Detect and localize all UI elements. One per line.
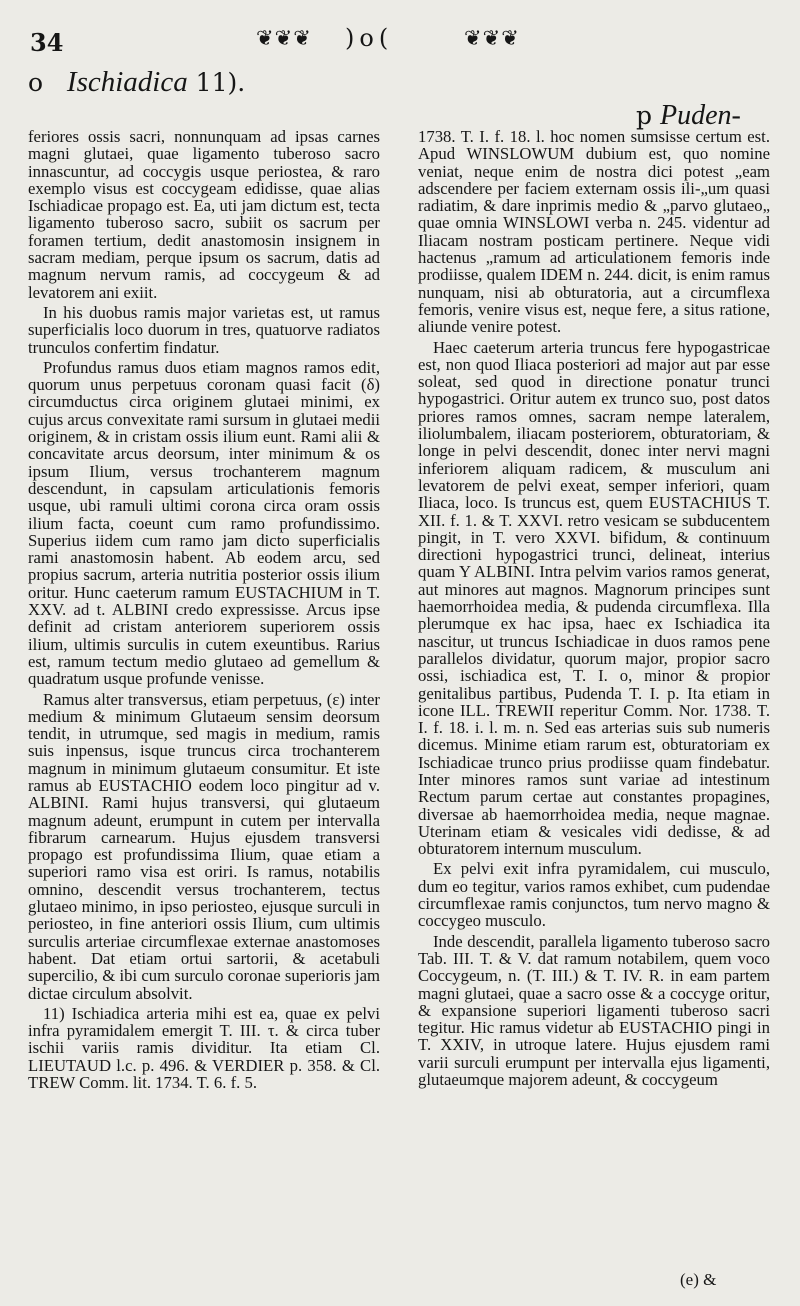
paragraph: Ramus alter transversus, etiam perpetuus, (ε) inter medium & minimum Glutaeum sensim deorsum tendit, in utrumque, sed magis in medium, ramis suis inpensus, isque truncus circa trochanterem magnum in minimum glutaeum consumitur. Et iste ramus ab EUSTACHIO eodem loco pingitur ad v. ALBINI. Rami hujus transversi, qui glutaeum magnum adeunt, erumpunt in cutem per intervalla fibrarum carnearum. Hujus ejusdem transversi propago est profundissima Ilium, quae etiam a superiori ramo visa est oriri. Is ramus, notabilis omnino, descendit versus trochanterem, tectus glutaeo minimo, in ipso periosteo, ejusque surculi in periosteo, in fine anteriori ossis Ilium, cum ultimis surculis arteriae circumflexae externae anastomoses habent. Dat etiam ortui sartorii, & acetabuli supercilio, & ibi cum surculo coronae superioris jam dictae circulum absolvit. (28, 689, 380, 1003)
paragraph: Profundus ramus duos etiam magnos ramos edit, quorum unus perpetuus coronam quasi facit (δ) circumductus circa originem glutaei minimi, ex cujus arcus convexitate rami sursum in glutaei medii originem, & in cristam ossis ilium eunt. Rami alii & concavitate arcus deorsum, inter minimum & os ipsum Ilium, versus trochanterem magnum descendunt, in capsulam articulationis femoris usque, ubi ramuli ultimi corona circa oram ossis ilium facta, coeunt cum ramo profundissimo. Superius iidem cum ramo jam dicto superficialis rami anastomosin habent. Ab eodem arcu, sed propius sacrum, arteria nutritia posterior ossis ilium oritur. Hunc caeterum ramum EUSTACHIUM in T. XXV. ad t. ALBINI credo expressisse. Arcus ipse definit ad cristam anteriorem superiorem ossis ilium, ultimis surculis in cutem exeuntibus. Rarius est, ramum tectum medio glutaeo ad gemellum & quadratum usque profunde venisse. (28, 357, 380, 689)
paragraph: Ex pelvi exit infra pyramidalem, cui musculo, dum eo tegitur, varios ramos exhibet, cum pudendae circumflexae ramis conjunctos, tum nervo magno & coccygeo musculo. (418, 859, 770, 931)
page-number: 34 (30, 28, 64, 57)
paragraph: Inde descendit, parallela ligamento tuberoso sacro Tab. III. T. & V. dat ramum notabilem, quem voco Coccygeum, n. (T. III.) & T. IV. R. in eam partem magni glutaei, quae a sacro osse & a coccyge oritur, & expansione superiori ligamenti tuberoso sacri tegitur. Hic ramus videtur ab EUSTACHIO pingi in T. XXIV, in utroque latere. Hujus ejusdem rami varii surculi erumpunt per intervalla ejus ligamenti, glutaeumque majorem adeunt, & coccygeum (418, 931, 770, 1090)
header-separator: )o( (345, 24, 394, 52)
header-ornament-right: ❦❦❦ (464, 26, 520, 50)
section-heading-left (28, 66, 245, 99)
catchword: (e) & (680, 1270, 717, 1289)
section-right-title: Puden- (659, 100, 741, 131)
left-column (28, 128, 380, 1091)
right-column (418, 128, 770, 1088)
section-right-prefix: p (636, 101, 653, 130)
paragraph: In his duobus ramis major varietas est, ut ramus superficialis loco duorum in tres, quatuorve radiatos trunculos confertim findatur. (28, 302, 380, 357)
header-ornament-left: ❦❦❦ (256, 26, 312, 50)
paragraph: 1738. T. I. f. 18. l. hoc nomen sumsisse certum est. Apud WINSLOWUM dubium est, quo nomine veniat, neque enim de nostra dici potest „eam adscendere per faciem externam ossis ili-„um quasi radiatim, & dare inprimis medio & „parvo glutaeo„ quae omnia WINSLOWI verba n. 245. videntur ad Iliacam nostram posticam pertinere. Neque vidi hactenus „ramum ad articulationem femoris inde prodiisse, qualem IDEM n. 244. dicit, is enim ramus nunquam, nisi ab obturatoria, aut a circumflexa femoris, venire visus est, neque fere, a situs ratione, aliunde venire potest. (418, 127, 770, 337)
paragraph: Haec caeterum arteria truncus fere hypogastricae est, non quod Iliaca posteriori ad major aut par esse soleat, sed quod in directione ponatur trunci hypogastrici. Oritur autem ex trunco suo, post datos priores ramos omnes, sacram nempe lateralem, iliolumbalem, iliacam posteriorem, obturatoriam, & longe in pelvi descendit, donec inter nervi magni inferiorem aliquam radicem, & musculum ani levatorem de pelvi exeat, semper inferiori, quam Iliaca, loco. Is truncus est, quem EUSTACHIUS T. XII. f. 1. & T. XXVI. retro vesicam se subducentem pingit, in T. vero XXVI. bifidum, & continuum directioni hypogastrici trunci, delineat, interius quam Y ALBINI. Intra pelvim varios ramos generat, aut minores aut magnos. Magnorum principes sunt haemorrhoidea media, & pudenda circumflexa. Illa plerumque ex hac ipsa, haec ex Ischiadica ita nascitur, ut truncus Ischiadicae in duos ramos pene parallelos dividatur, quorum major, propior sacro ossi, ischiadica est, T. I. o, minor & propior genitalibus partibus, Pudenda T. I. p. Ita etiam in icone ILL. TREWII reperitur Comm. Nor. 1738. T. I. f. 18. i. l. m. n. Sed eas arterias suis sub numeris dicemus. Minime etiam rarum est, obturatoriam ex Ischiadicae trunco prius prodiisse quam findebatur. Inter minores ramos sunt variae ad intestinum Rectum parum certae aut constantes propagines, diversae ab haemorrhoidea media, neque magnae. Uterinam etiam & vesicales vidi dedisse, & ad obturatorem internum musculum. (418, 337, 770, 859)
paragraph: feriores ossis sacri, nonnunquam ad ipsas carnes magni glutaei, quae ligamento tuberoso sacro innascuntur, ad coccygis usque periostea, & raro exemplo visus est coccygeam edidisse, quae alias Ischiadicae propago est. Ea, uti jam dictum est, tecta ligamento tuberoso sacro, subiit os sacrum per foramen tertium, dedit anastomosin insignem in sacram mediam, perque ipsum os sacrum, datis ad magnum nervum ramis, ad coccygeum & ad levatorem ani exiit. (28, 127, 380, 302)
section-left-prefix: o (28, 68, 44, 97)
section-left-suffix: 11). (195, 68, 246, 97)
section-left-title: Ischiadica (66, 66, 188, 98)
paragraph: 11) Ischiadica arteria mihi est ea, quae ex pelvi infra pyramidalem emergit T. III. τ. & circa tuber ischii variis ramis dividitur. Ita etiam Cl. LIEUTAUD l.c. p. 496. & VERDIER p. 358. & Cl. TREW Comm. lit. 1734. T. 6. f. 5. (28, 1003, 380, 1093)
